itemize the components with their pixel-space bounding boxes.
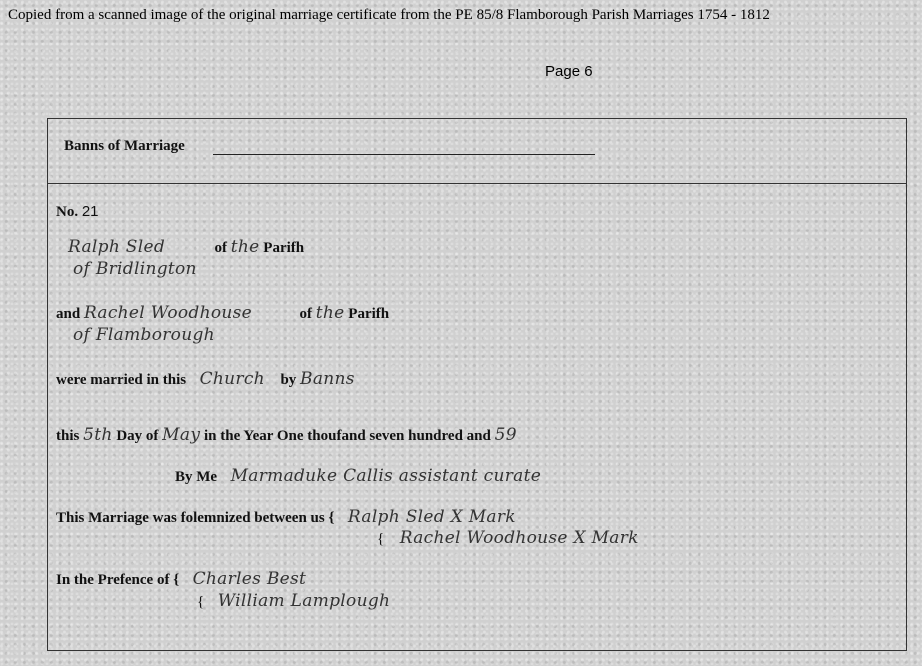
married-row <box>56 369 355 389</box>
day-label: Day of <box>116 428 159 444</box>
certificate-header <box>48 119 906 184</box>
bride-place: of Flamborough <box>73 325 215 345</box>
date-row <box>56 425 517 445</box>
header-note: Copied from a scanned image of the original marriage certificate from the PE 85/8 Flamborough Parish Marriages 1754 - 1812 <box>8 7 770 23</box>
groom-row <box>68 237 304 257</box>
married-place: Church <box>199 369 265 389</box>
bride-row <box>56 303 389 323</box>
groom-place-row <box>73 259 197 279</box>
month-value: May <box>162 425 201 445</box>
number-row <box>56 203 99 221</box>
presence-row <box>56 569 306 589</box>
by-label: by <box>280 372 297 388</box>
year-value: 59 <box>494 425 517 445</box>
solemnized-label: This Marriage was folemnized between us { <box>56 510 335 526</box>
banns-label: Banns of Marriage <box>64 138 185 154</box>
groom-parish-label: Parifh <box>263 240 305 256</box>
party2-brace: { <box>377 531 385 547</box>
officiant-name: Marmaduke Callis assistant curate <box>230 466 542 486</box>
by-value: Banns <box>300 369 355 389</box>
married-label: were married in this <box>56 372 187 388</box>
groom-the: the <box>230 237 260 257</box>
witness2-brace: { <box>197 594 205 610</box>
bride-the: the <box>315 303 345 323</box>
banns-underline <box>213 154 595 155</box>
groom-name: Ralph Sled <box>68 237 166 257</box>
number-label: No. <box>56 204 79 220</box>
groom-of-label: of <box>214 240 228 256</box>
party1-signature: Ralph Sled X Mark <box>347 507 516 527</box>
and-label: and <box>56 306 81 322</box>
bride-of-label: of <box>299 306 313 322</box>
party2-signature: Rachel Woodhouse X Mark <box>399 528 639 548</box>
witness2-row <box>197 591 390 611</box>
year-label: in the Year One thoufand seven hundred and <box>203 428 491 444</box>
party2-row <box>377 528 639 548</box>
bride-place-row <box>73 325 215 345</box>
by-me-label: By Me <box>175 469 218 485</box>
this-label: this <box>56 428 80 444</box>
solemnized-row <box>56 507 516 527</box>
witness2-name: William Lamplough <box>217 591 391 611</box>
presence-label: In the Prefence of { <box>56 572 180 588</box>
bride-parish-label: Parifh <box>348 306 390 322</box>
witness1-name: Charles Best <box>192 569 307 589</box>
page-number: Page 6 <box>545 63 593 80</box>
bride-name: Rachel Woodhouse <box>83 303 253 323</box>
marriage-certificate <box>47 118 907 651</box>
officiant-row <box>175 466 541 486</box>
groom-place: of Bridlington <box>73 259 197 279</box>
day-value: 5th <box>83 425 113 445</box>
number-value: 21 <box>81 203 99 220</box>
